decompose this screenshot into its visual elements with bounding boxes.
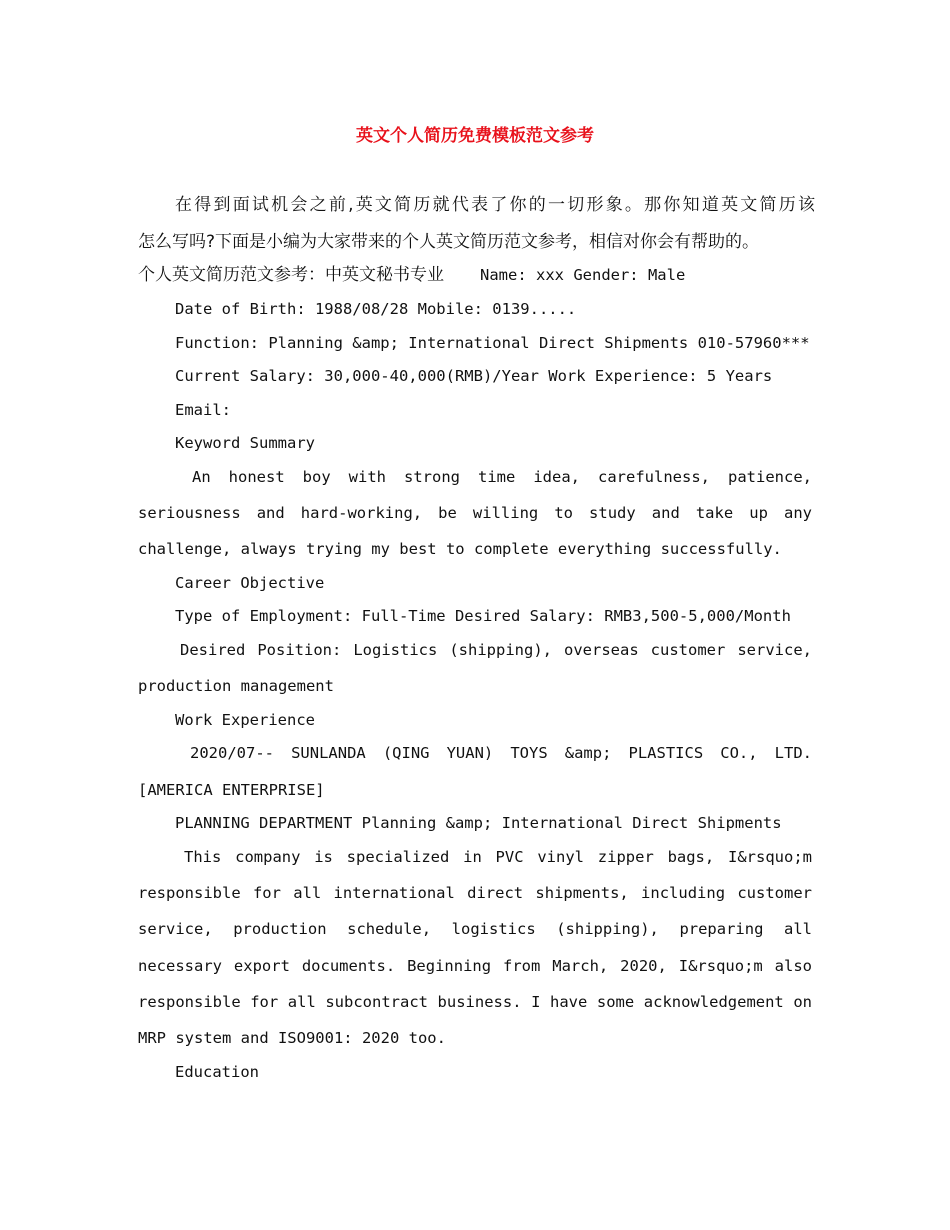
employment-type-line: Type of Employment: Full-Time Desired Salary: RMB3,500-5,000/Month [175,607,791,625]
company-description-line-5: responsible for all subcontract business. I have some acknowledgement on [138,993,812,1011]
salary-line: Current Salary: 30,000-40,000(RMB)/Year Work Experience: 5 Years [175,367,773,385]
company-line-2: [AMERICA ENTERPRISE] [138,781,325,799]
company-description-line-6: MRP system and ISO9001: 2020 too. [138,1029,446,1047]
dob-line: Date of Birth: 1988/08/28 Mobile: 0139..... [175,300,577,318]
keyword-summary-heading: Keyword Summary [175,434,315,452]
intro-line-3 [138,263,812,287]
intro-line-2: 怎么写吗?下面是小编为大家带来的个人英文简历范文参考，相信对你会有帮助的。 [138,232,760,252]
keyword-paragraph-line-3: challenge, always trying my best to complete everything successfully. [138,540,782,558]
department-line: PLANNING DEPARTMENT Planning &amp; International Direct Shipments [175,814,782,832]
company-line-1: 2020/07-- SUNLANDA (QING YUAN) TOYS &amp; PLASTICS CO., LTD. [190,744,812,762]
career-objective-heading: Career Objective [175,574,325,592]
desired-position-line-2: production management [138,677,334,695]
work-experience-heading: Work Experience [175,711,315,729]
keyword-paragraph-line-2: seriousness and hard-working, be willing to study and take up any [138,504,812,522]
intro-line-1: 在得到面试机会之前,英文简历就代表了你的一切形象。那你知道英文简历该 [175,195,815,215]
company-description-line-4: necessary export documents. Beginning from March, 2020, I&rsquo;m also [138,957,812,975]
company-description-line-1: This company is specialized in PVC vinyl zipper bags, I&rsquo;m [184,848,812,866]
email-line: Email: [175,401,231,419]
intro-line-3-cjk: 个人英文简历范文参考：中英文秘书专业 [138,265,444,285]
function-line: Function: Planning &amp; International Direct Shipments 010-57960*** [175,334,810,352]
intro-line-3-name-gender: Name: xxx Gender: Male [480,266,686,284]
keyword-paragraph-line-1: An honest boy with strong time idea, carefulness, patience, [192,468,812,486]
company-description-line-2: responsible for all international direct shipments, including customer [138,884,812,902]
document-title: 英文个人简历免费模板范文参考 [356,126,594,146]
desired-position-line-1: Desired Position: Logistics (shipping), overseas customer service, [180,641,812,659]
company-description-line-3: service, production schedule, logistics (shipping), preparing all [138,920,812,938]
education-heading: Education [175,1063,259,1081]
